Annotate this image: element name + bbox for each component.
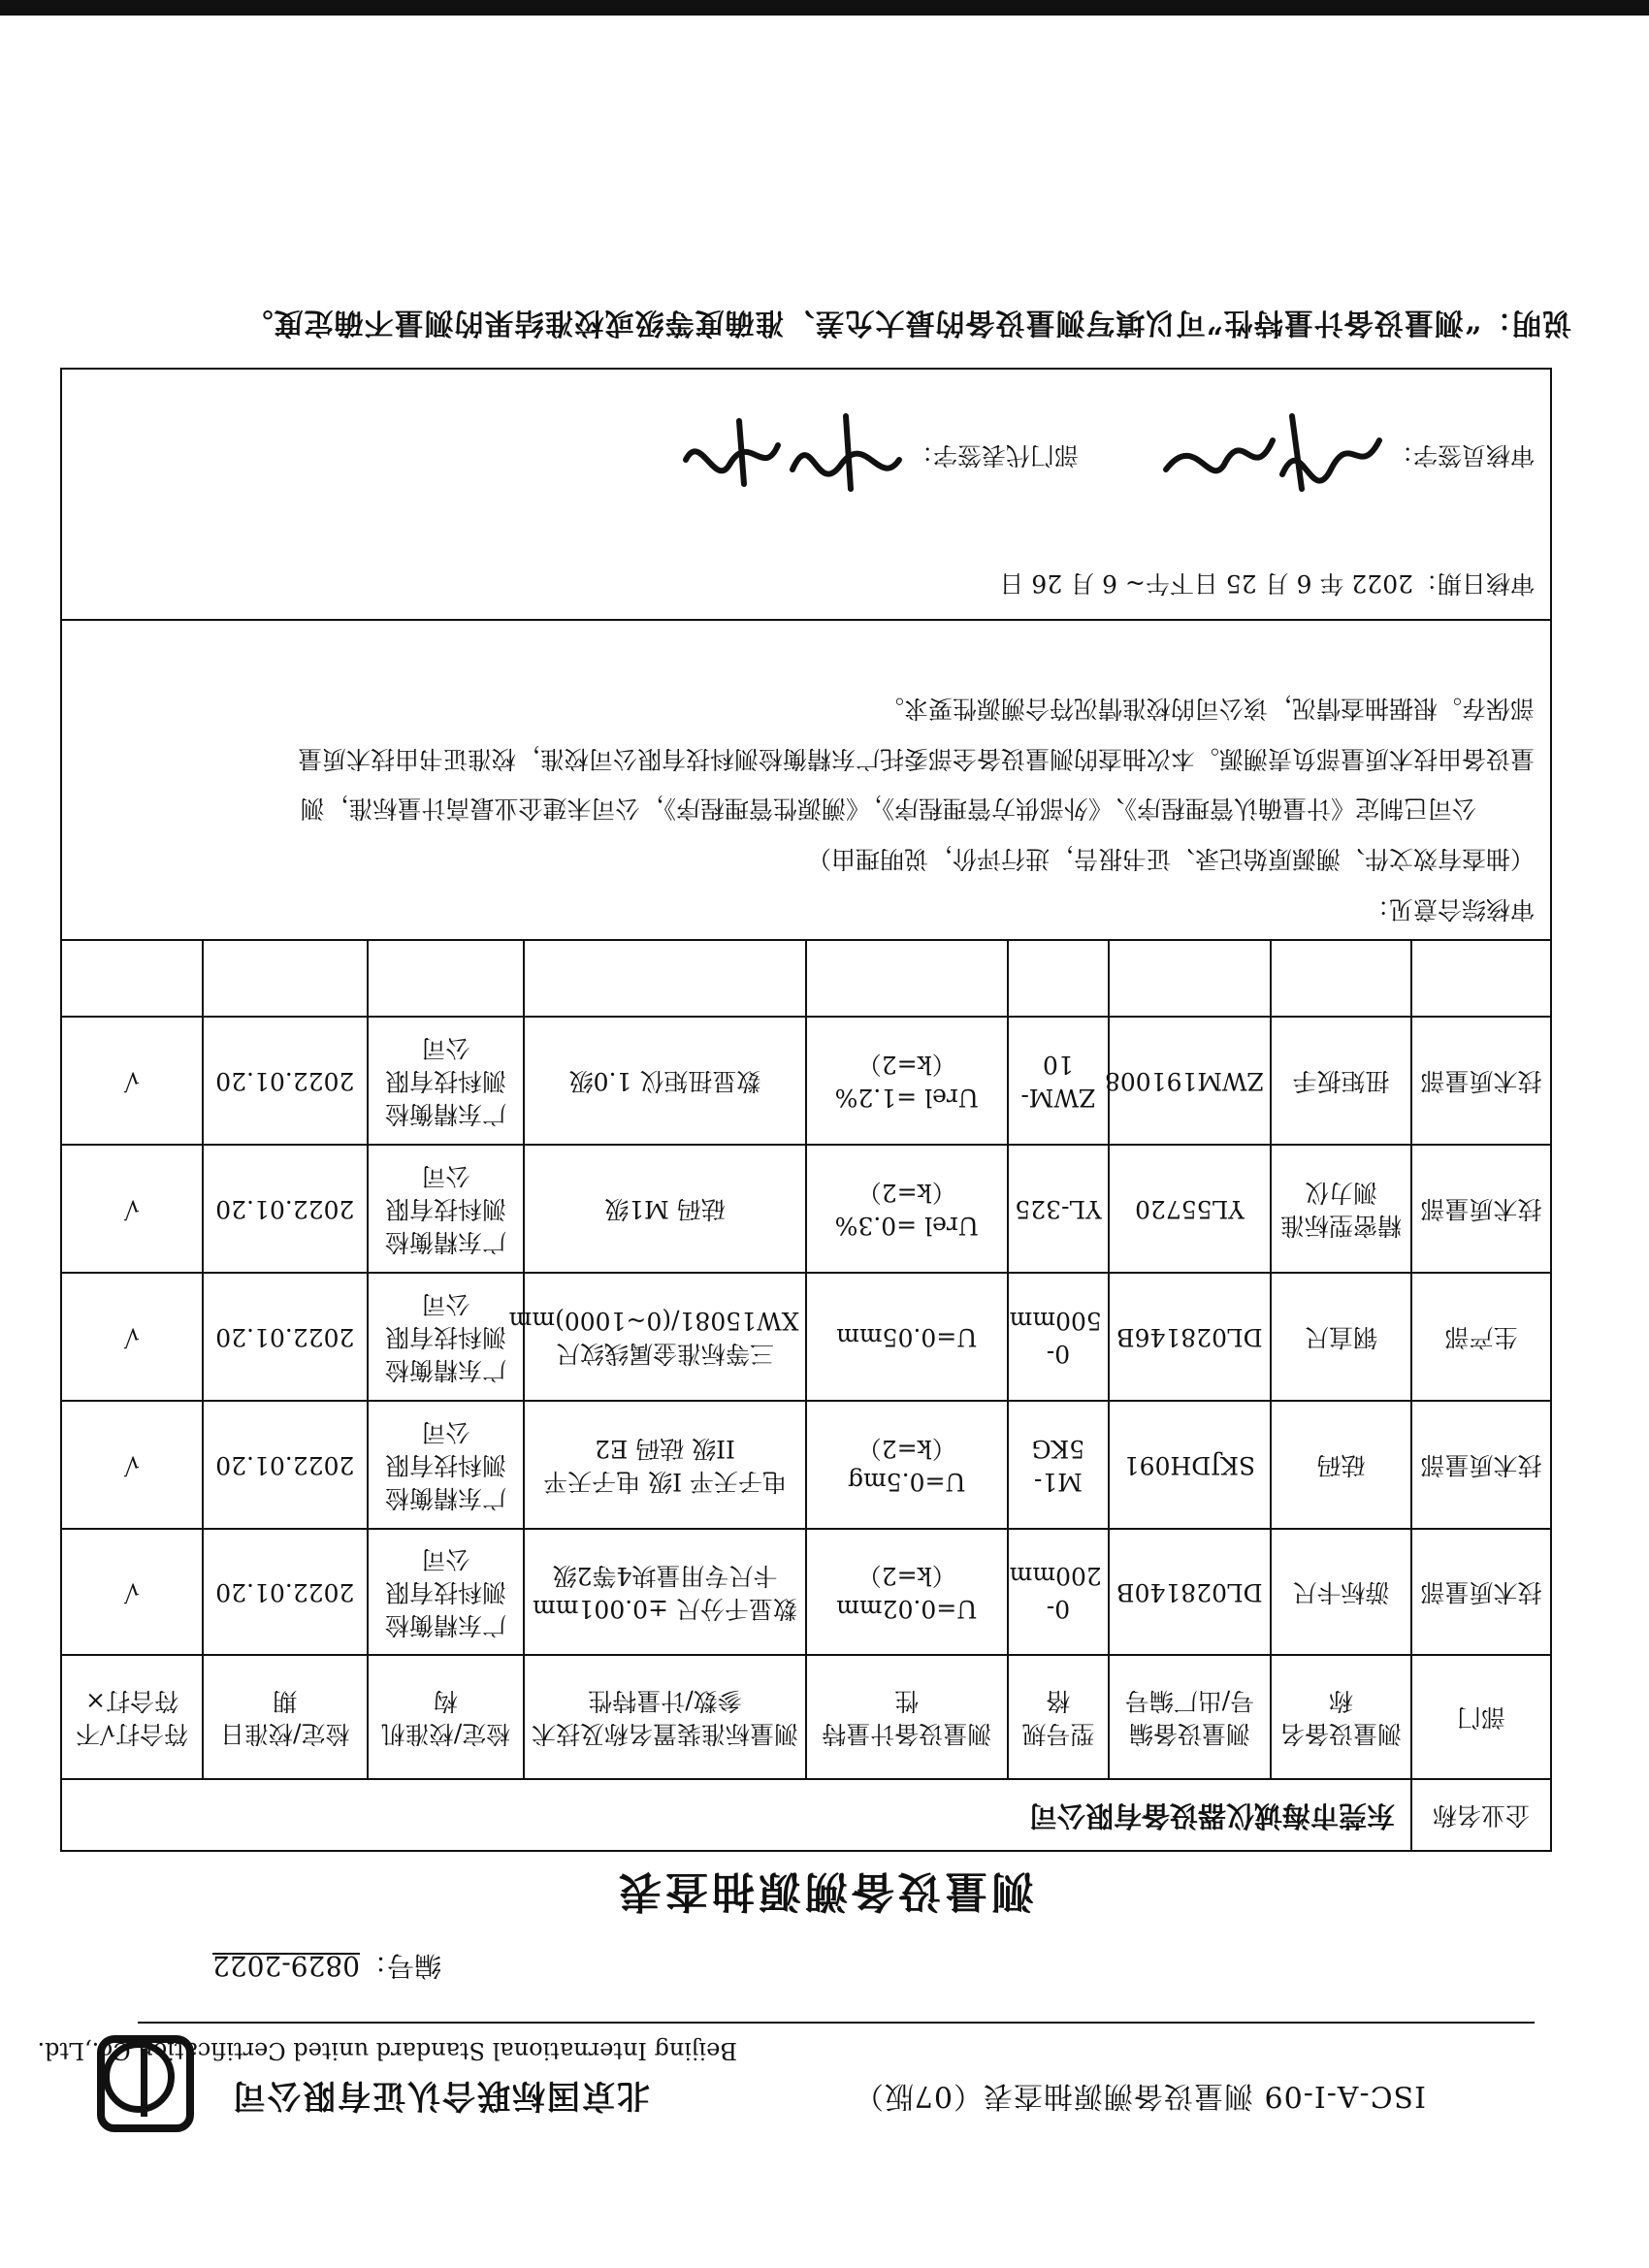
review-text: 公司已制定《计量确认管理程序》、《外部供方管理程序》，《溯源性管理程序》，公司未建企业最高计量标准，测 [300,794,1476,824]
cell [1008,940,1109,1017]
survey-table [60,368,1552,1852]
audit-date-text: 2022 年 6 月 25 日下午~ 6 月 26 日 [999,569,1413,598]
cell [806,940,1009,1017]
cell: Urel =1.2%（k=2） [806,1017,1009,1145]
cell [524,940,805,1017]
cell: 0-500mm [1008,1273,1109,1401]
cell: √ [61,1017,203,1145]
table-row [61,1273,1551,1401]
cell: √ [61,1529,203,1655]
col-header: 部门 [1411,1655,1551,1779]
cell: 砝码 M1级 [524,1145,805,1273]
table-row [61,1145,1551,1273]
cell: 技术质量部 [1411,1529,1551,1655]
auditor-label: 审核员签字： [1388,441,1535,470]
cell: Urel =0.3%（k=2） [806,1145,1009,1273]
review-row [61,620,1551,940]
cell: 三等标准金属线纹尺 XW15081/(0~1000)mm [524,1273,805,1401]
cell: ZWM191008 [1109,1017,1271,1145]
table-row [61,1401,1551,1529]
table-row [61,1017,1551,1145]
form-code: ISC-A-I-09 测量设备溯源抽查表（07版） [853,2079,1426,2113]
col-header: 测量标准装置名称及技术参数/计量特性 [524,1655,805,1779]
cell: 精密型标准测力仪 [1271,1145,1411,1273]
col-header: 检定/校准日期 [203,1655,367,1779]
audit-date [91,567,1535,599]
cell: 2022.01.20 [203,1145,367,1273]
cell [1411,940,1551,1017]
table-header [61,1655,1551,1779]
rep-signature [676,411,909,499]
cell: 砝码 [1271,1401,1411,1529]
cell: 广东精衡检测科技有限公司 [368,1401,525,1529]
audit-date-label: 审核日期： [1412,569,1535,598]
col-header: 测量设备编号/出厂编号 [1109,1655,1271,1779]
serial-label: 编号： [359,1950,441,1982]
cell: 钢直尺 [1271,1273,1411,1401]
rep-label: 部门代表签字： [908,441,1079,470]
cell: U=0.02mm（k=2） [806,1529,1009,1655]
cell [61,940,203,1017]
cell: 生产部 [1411,1273,1551,1401]
cell: √ [61,1145,203,1273]
cell: 2022.01.20 [203,1017,367,1145]
serial-number [212,1948,441,1987]
company-name-en: Beijing International Standard united Certification Co.,Ltd. [37,2037,737,2064]
auditor-signature [1147,411,1389,499]
signature-row [61,369,1551,620]
signatures [91,411,1535,499]
table-row [61,1529,1551,1655]
cell [203,940,367,1017]
cell: DL028140B [1109,1529,1271,1655]
cell: 2022.01.20 [203,1401,367,1529]
signature-block [61,369,1551,620]
cell: M1-5KG [1008,1401,1109,1529]
header-divider [138,2022,1535,2024]
enterprise-label: 企业名称 [1411,1779,1551,1851]
cell: SKJDH091 [1109,1401,1271,1529]
cell [1271,940,1411,1017]
cell: 2022.01.20 [203,1529,367,1655]
cell: √ [61,1273,203,1401]
footnote: 说明：“测量设备计量特性”可以填写测量设备的最大允差、准确度等级或校准结果的测量不确定度。 [242,306,1571,340]
review-text: 部保存。根据抽查情况，该公司的校准情况符合溯源性要求。 [879,695,1535,723]
review-text: 量设备由技术质量部负责溯源。本次抽查的测量设备全部委托广东精衡检测科技有限公司校准，校准证书由技术质量 [297,744,1535,773]
cell: 技术质量部 [1411,1017,1551,1145]
cell: ZWM-10 [1008,1017,1109,1145]
cell [368,940,525,1017]
enterprise-row [61,1779,1551,1851]
review-hint: （抽查有效文件、溯源原始记录、证书报告，进行评价，说明理由） [806,845,1535,874]
cell: 广东精衡检测科技有限公司 [368,1529,525,1655]
cell: 扭矩扳手 [1271,1017,1411,1145]
review-opinion [61,620,1551,940]
cell: 2022.01.20 [203,1273,367,1401]
serial-value: 0829-2022 [212,1950,360,1982]
review-label: 审核综合意见： [1364,895,1535,923]
scan-border [0,0,1649,16]
cell: U=0.5mg（k=2） [806,1401,1009,1529]
page-title: 测量设备溯源抽查表 [615,1866,1034,1916]
cell: √ [61,1401,203,1529]
cell: 电子天平 I级 电子天平 II级 砝码 E2 [524,1401,805,1529]
cell: 0-200mm [1008,1529,1109,1655]
cell: YL55720 [1109,1145,1271,1273]
cell: 广东精衡检测科技有限公司 [368,1017,525,1145]
cell: 数显扭矩仪 1.0级 [524,1017,805,1145]
cell: 广东精衡检测科技有限公司 [368,1273,525,1401]
company-name-cn: 北京国标联合认证有限公司 [231,2076,650,2115]
col-header: 符合打√不符合打× [61,1655,203,1779]
cell: DL028146B [1109,1273,1271,1401]
cell: 游标卡尺 [1271,1529,1411,1655]
enterprise-value: 东莞市海诚仪器设备有限公司 [61,1779,1411,1851]
cell: 技术质量部 [1411,1401,1551,1529]
cell: U=0.05mm [806,1273,1009,1401]
cell: 广东精衡检测科技有限公司 [368,1145,525,1273]
cell: YL-325 [1008,1145,1109,1273]
col-header: 检定/校准机构 [368,1655,525,1779]
cell: 数显千分尺 ±0.001mm 卡尺专用量块4等2级 [524,1529,805,1655]
cell: 技术质量部 [1411,1145,1551,1273]
col-header: 测量设备计量特性 [806,1655,1009,1779]
col-header: 测量设备名称 [1271,1655,1411,1779]
cell [1109,940,1271,1017]
table-row [61,940,1551,1017]
col-header: 型号规格 [1008,1655,1109,1779]
